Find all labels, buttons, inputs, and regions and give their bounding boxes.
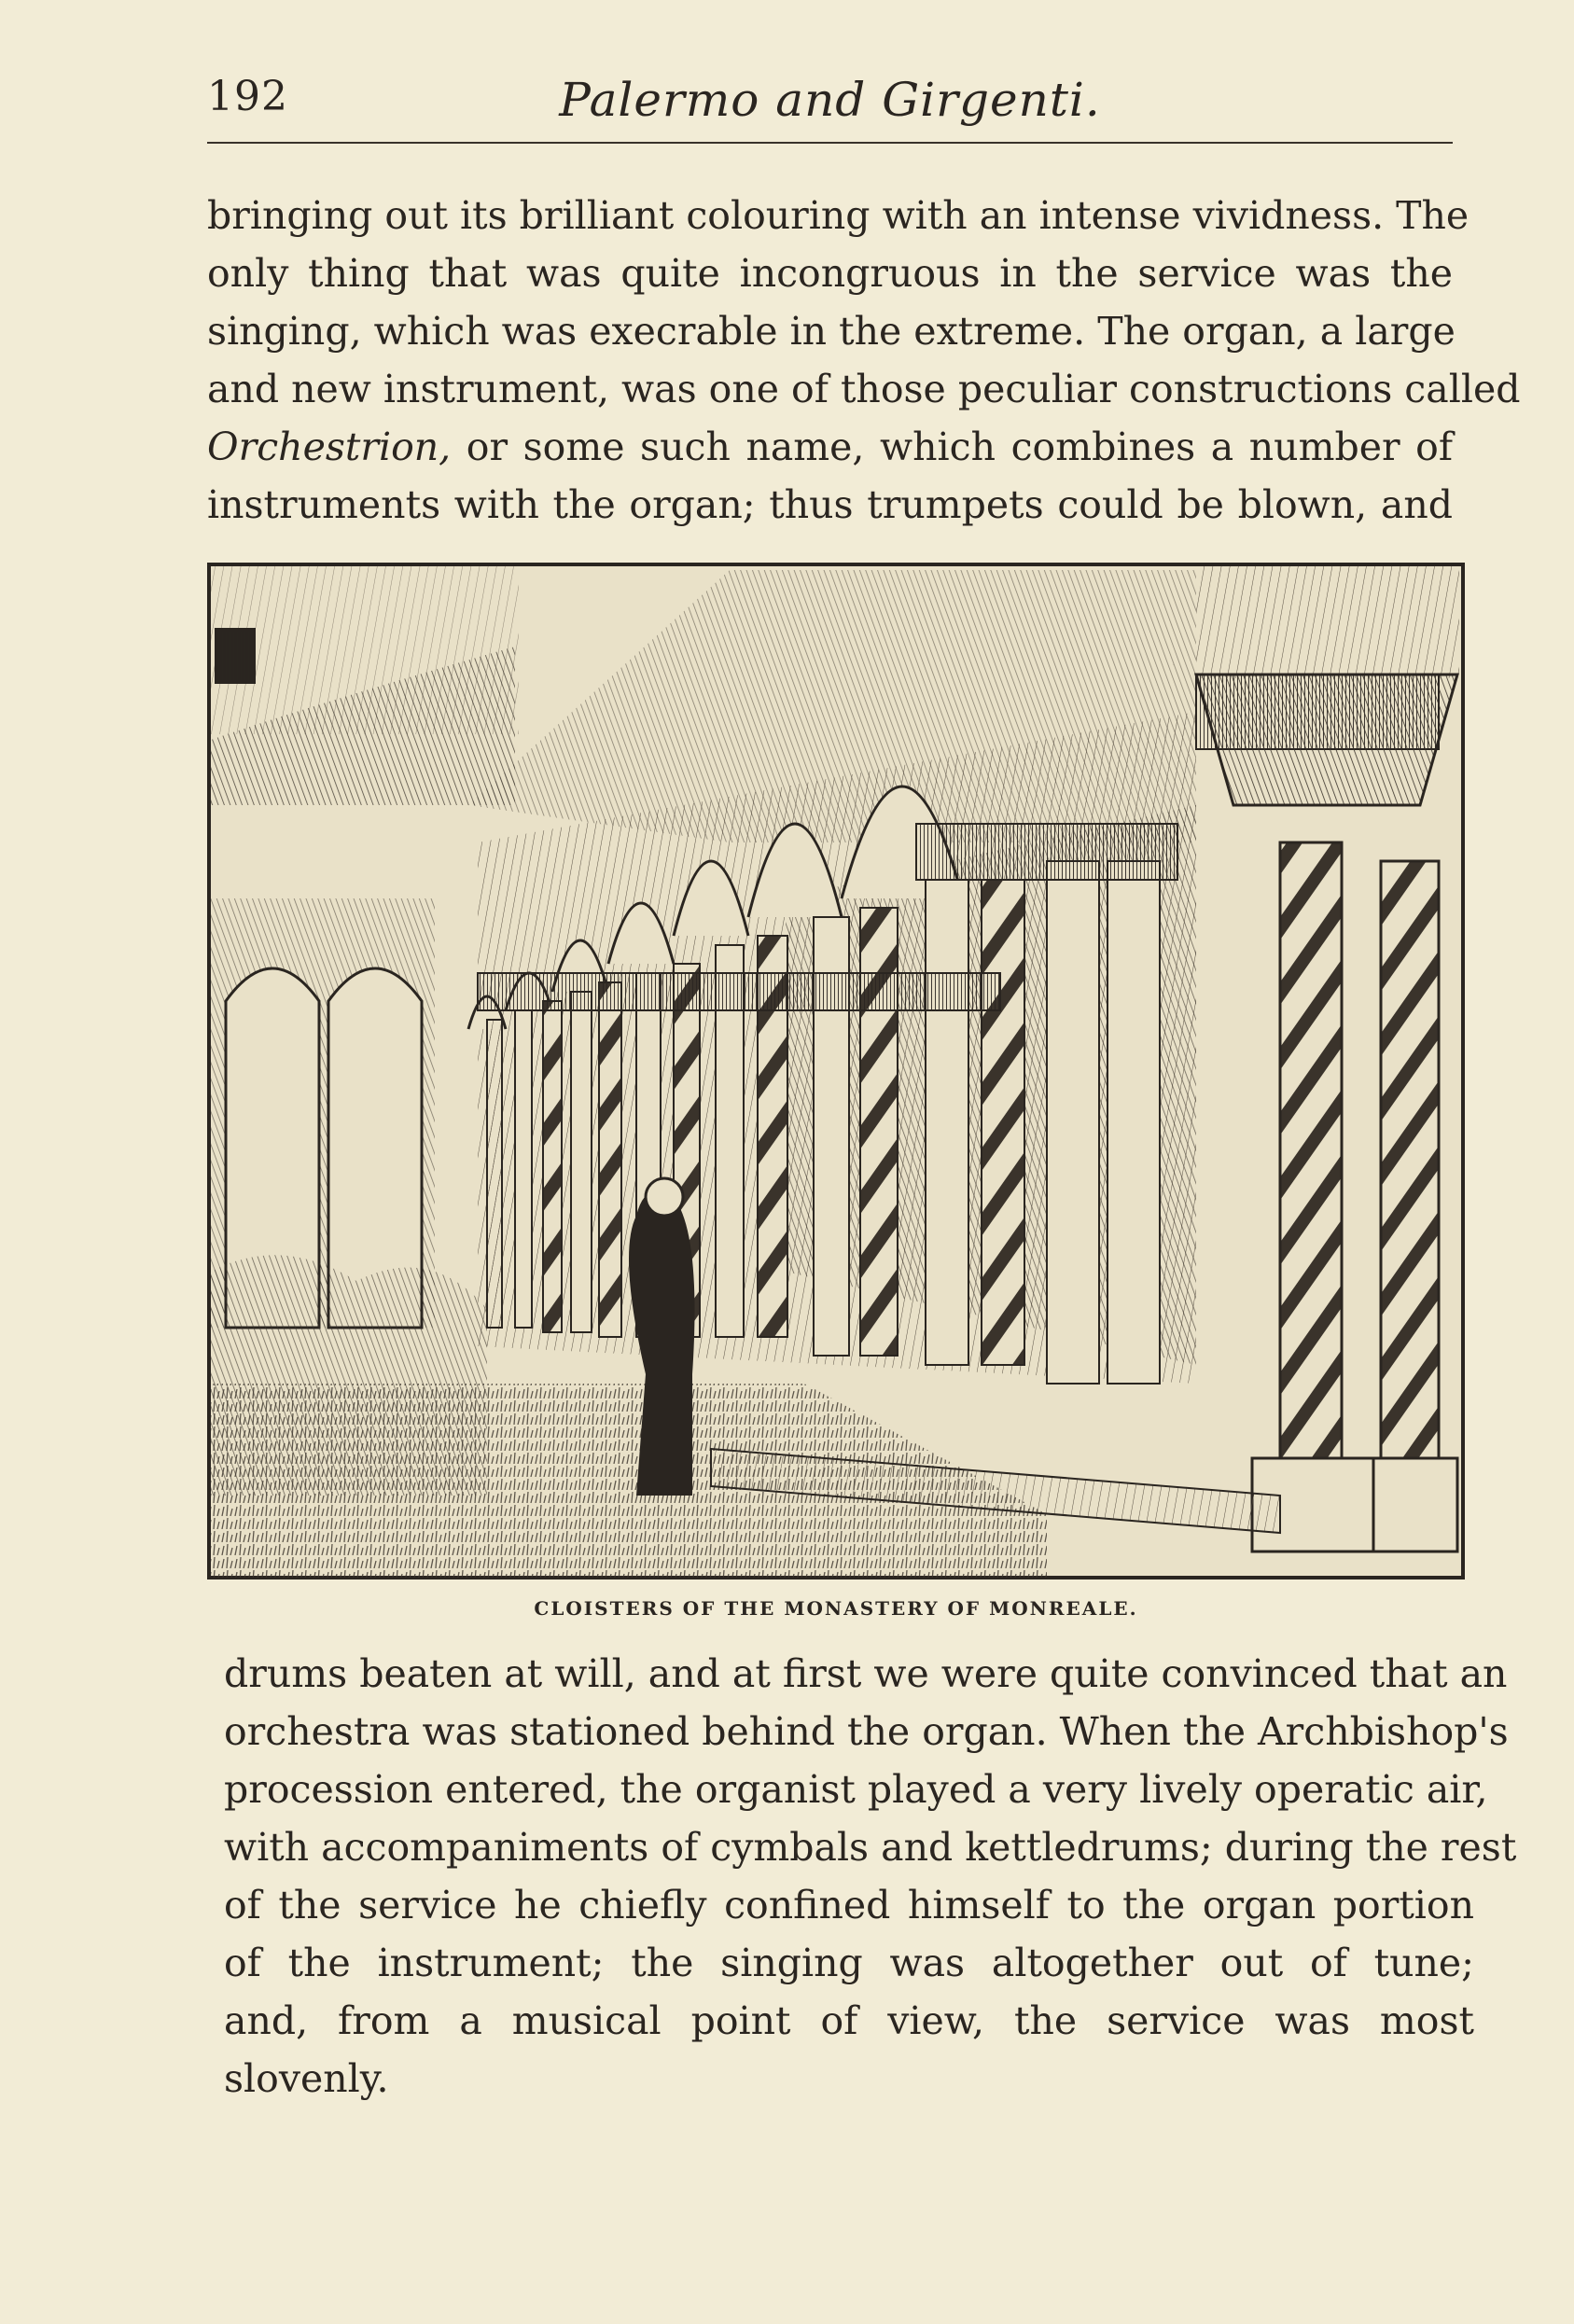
paragraph-top bbox=[207, 187, 1521, 534]
page-number: 192 bbox=[207, 73, 288, 120]
page-header bbox=[207, 73, 1453, 138]
text-line bbox=[207, 418, 1453, 476]
text-line: instruments with the organ; thus trumpets could be blown, and bbox=[207, 482, 1453, 527]
text-line: and, from a musical point of view, the service was most bbox=[224, 1998, 1474, 2043]
text-line: of the service he chiefly confined himself to the organ portion bbox=[224, 1883, 1474, 1927]
paragraph-bottom bbox=[224, 1645, 1517, 2108]
text-run: or some such name, which combines a number of bbox=[451, 424, 1453, 469]
text-line: with accompaniments of cymbals and kettledrums; during the rest bbox=[224, 1825, 1517, 1870]
text-line: slovenly. bbox=[224, 2056, 389, 2101]
text-line: singing, which was execrable in the extreme. The organ, a large bbox=[207, 309, 1456, 354]
text-line: of the instrument; the singing was altogether out of tune; bbox=[224, 1941, 1474, 1985]
header-rule bbox=[207, 142, 1453, 144]
cloister-engraving bbox=[207, 563, 1465, 1579]
running-title: Palermo and Girgenti. bbox=[559, 73, 1101, 127]
emphasis-term: Orchestrion, bbox=[207, 424, 452, 469]
text-line: only thing that was quite incongruous in the service was the bbox=[207, 251, 1453, 296]
text-line: and new instrument, was one of those peculiar constructions called bbox=[207, 367, 1521, 411]
text-line: bringing out its brilliant colouring with an intense vividness. The bbox=[207, 193, 1470, 238]
text-line: drums beaten at will, and at first we were quite convinced that an bbox=[224, 1651, 1508, 1696]
figure-caption: CLOISTERS OF THE MONASTERY OF MONREALE. bbox=[534, 1597, 1138, 1620]
text-line: orchestra was stationed behind the organ. When the Archbishop's bbox=[224, 1709, 1509, 1754]
text-line: procession entered, the organist played a very lively operatic air, bbox=[224, 1767, 1488, 1812]
